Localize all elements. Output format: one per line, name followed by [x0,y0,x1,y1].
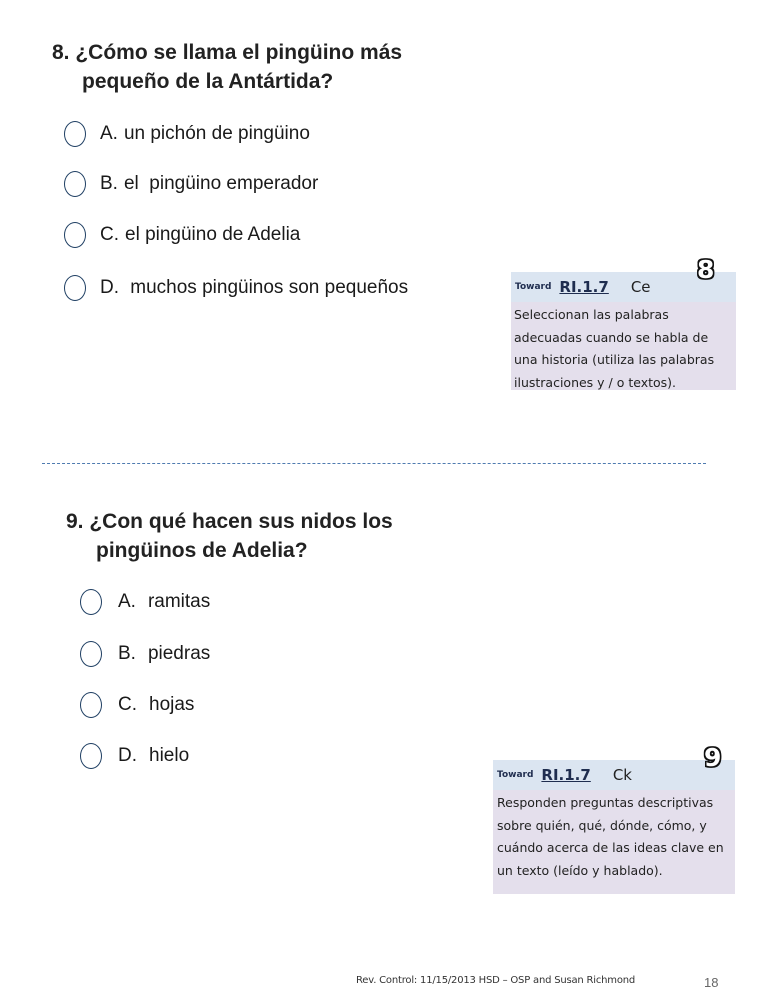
option-letter: D. [100,277,119,298]
option-text: hojas [149,694,195,715]
answer-bubble[interactable] [80,692,102,718]
question-9-title [66,507,393,565]
standard-code: RI.1.7 [559,278,609,296]
question-8-title-line2: pequeño de la Antártida? [82,70,334,93]
question-8-title [52,38,402,96]
standard-description-line: Responden preguntas descriptivas [497,795,714,810]
standard-header [493,760,735,790]
answer-bubble[interactable] [64,171,86,197]
standard-description-line: ilustraciones y / o textos). [514,374,677,390]
standard-description-line: adecuadas cuando se habla de [514,329,709,345]
page-number: 18 [704,975,719,990]
standard-code: RI.1.7 [541,766,591,784]
option-letter: C. [118,694,137,715]
answer-bubble[interactable] [64,121,86,147]
standard-description-line: sobre quién, qué, dónde, cómo, y [497,817,707,833]
question-8-option-b[interactable] [64,171,318,197]
option-letter: A. [118,591,136,612]
answer-bubble[interactable] [80,589,102,615]
standard-level: Ce [630,278,651,296]
standard-box-8 [511,272,736,390]
question-8-title-line1: 8. ¿Cómo se llama el pingüino más [52,41,403,64]
option-text: hielo [149,745,190,766]
standard-description [511,302,736,400]
question-9-option-b[interactable] [80,641,210,667]
answer-bubble[interactable] [64,222,86,248]
question-9-option-a[interactable] [80,589,210,615]
option-letter: C. [100,224,119,245]
option-letter: A. [100,123,118,144]
option-text: un pichón de pingüino [123,123,310,144]
standard-description-line: un texto (leído y hablado). [497,862,663,878]
option-letter: D. [118,745,137,766]
option-letter: B. [118,643,136,664]
question-number-tag: 9 [704,743,722,772]
standard-description-line: cuándo acerca de las ideas clave en [497,840,724,855]
footer-revision-control: Rev. Control: 11/15/2013 HSD – OSP and Susan Richmond [356,975,636,986]
answer-bubble[interactable] [80,743,102,769]
question-9-option-d[interactable] [80,743,189,769]
question-9-title-line2: pingüinos de Adelia? [96,539,308,562]
question-8-option-d[interactable] [64,275,408,301]
question-8-option-a[interactable] [64,121,310,147]
answer-bubble[interactable] [80,641,102,667]
option-text: muchos pingüinos son pequeños [125,277,409,298]
question-8-option-c[interactable] [64,222,300,248]
standard-description-line: Seleccionan las palabras [514,307,669,322]
standard-toward-label: Toward [515,282,552,292]
question-number-tag: 8 [697,255,715,284]
standard-box-9 [493,760,735,894]
question-9-title-line1: 9. ¿Con qué hacen sus nidos los [66,510,393,533]
standard-description-line: una historia (utiliza las palabras [514,352,715,367]
standard-level: Ck [612,766,632,784]
option-letter: B. [100,173,118,194]
section-divider [42,463,706,464]
standard-description [493,790,735,888]
option-text: el pingüino emperador [123,173,319,194]
option-text: el pingüino de Adelia [125,224,301,245]
option-text: ramitas [147,591,211,612]
option-text: piedras [147,643,211,664]
answer-bubble[interactable] [64,275,86,301]
question-9-option-c[interactable] [80,692,194,718]
standard-toward-label: Toward [497,770,534,780]
